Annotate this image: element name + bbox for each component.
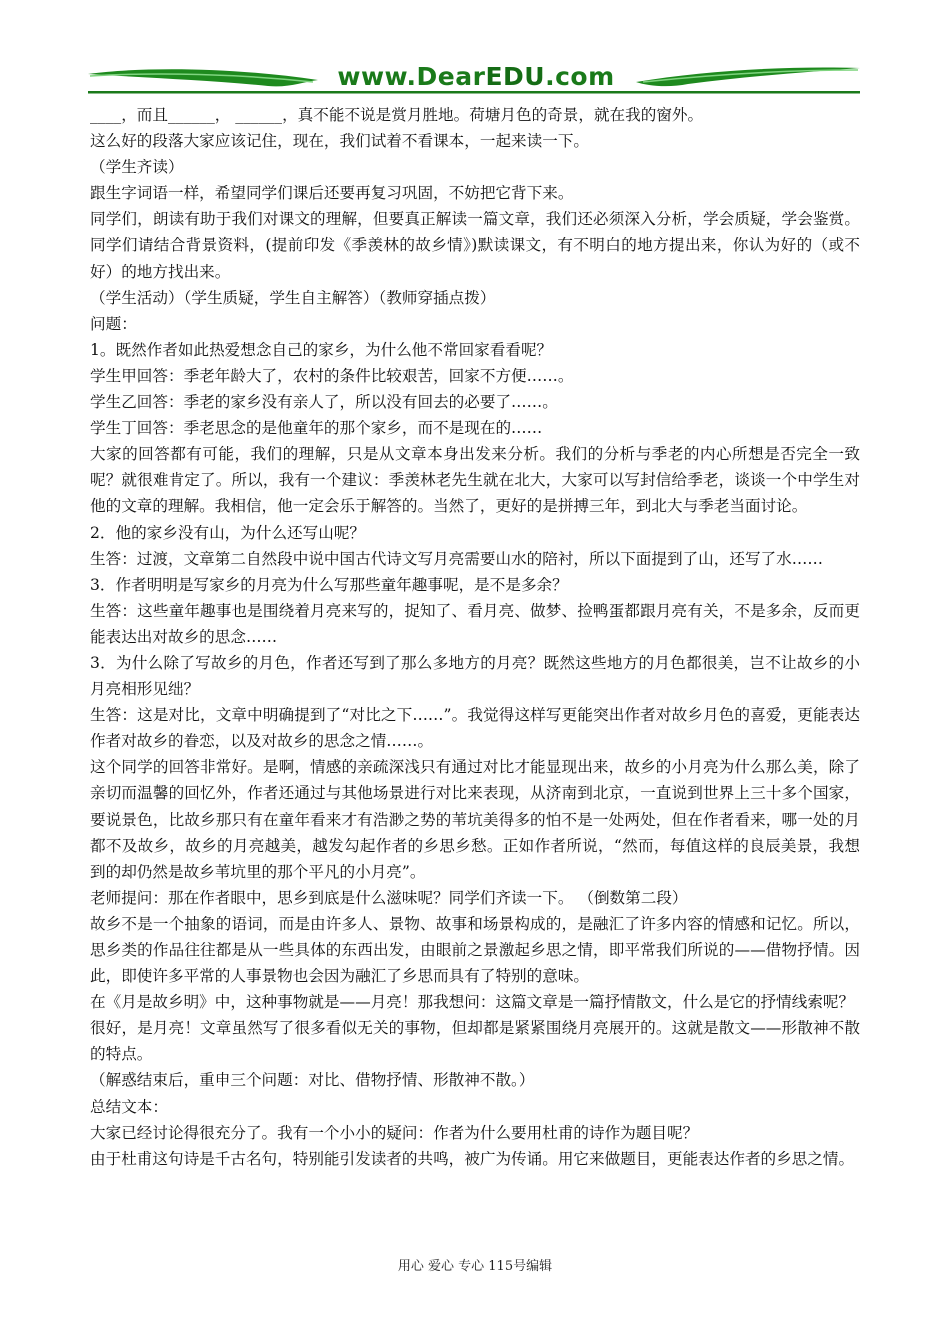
paragraph: 问题：	[90, 314, 137, 333]
paragraph: 故乡不是一个抽象的语词，而是由许多人、景物、故事和场景构成的，是融汇了许多内容的情感和记忆。所以，思乡类的作品往往都是从一些具体的东西出发，由眼前之景激起乡思之情，即平常我们所说的——借物抒情。因此，即使许多平常的人事景物也会因为融汇了乡思而具有了特别的意味。	[90, 914, 860, 986]
site-logo: www.DearEDU.com	[337, 62, 615, 91]
paragraph: （解惑结束后，重申三个问题：对比、借物抒情、形散神不散。）	[90, 1071, 535, 1090]
paragraph: 同学们，朗读有助于我们对课文的理解，但要真正解读一篇文章，我们还必须深入分析，学会质疑，学会鉴赏。同学们请结合背景资料，(提前印发《季羡林的故乡情》)默读课文，有不明白的地方提出来，你认为好的（或不好）的地方找出来。	[90, 210, 860, 281]
paragraph: 跟生字词语一样，希望同学们课后还要再复习巩固，不妨把它背下来。	[90, 184, 574, 203]
paragraph: 2．他的家乡没有山，为什么还写山呢？	[90, 523, 366, 542]
paragraph: 很好，是月亮！文章虽然写了很多看似无关的事物，但却都是紧紧围绕月亮展开的。这就是散文——形散神不散的特点。	[90, 1019, 860, 1064]
paragraph: 老师提问：那在作者眼中，思乡到底是什么滋味呢？同学们齐读一下。 （倒数第二段）	[90, 888, 688, 907]
paragraph: 总结文本：	[90, 1097, 168, 1116]
paragraph: （学生活动）（学生质疑，学生自主解答）（教师穿插点拨）	[90, 288, 496, 307]
paragraph: 生答：这是对比，文章中明确提到了“对比之下……”。我觉得这样写更能突出作者对故乡月色的喜爱，更能表达作者对故乡的眷恋，以及对故乡的思念之情……。	[90, 706, 860, 751]
paragraph: 生答：这些童年趣事也是围绕着月亮来写的，捉知了、看月亮、做梦、捡鸭蛋都跟月亮有关，不是多余，反而更能表达出对故乡的思念……	[90, 601, 860, 646]
paragraph: 这么好的段落大家应该记住，现在，我们试着不看课本，一起来读一下。	[90, 132, 590, 151]
paragraph: 3．作者明明是写家乡的月亮为什么写那些童年趣事呢，是不是多余？	[90, 575, 568, 594]
paragraph: ____，而且______， ______，真不能不说是赏月胜地。荷塘月色的奇景，就在我的窗外。	[90, 106, 704, 124]
paragraph: 在《月是故乡明》中，这种事物就是——月亮！那我想问：这篇文章是一篇抒情散文，什么是它的抒情线索呢？	[90, 993, 855, 1012]
paragraph: 生答：过渡，文章第二自然段中说中国古代诗文写月亮需要山水的陪衬，所以下面提到了山，还写了水……	[90, 549, 823, 568]
paragraph: 学生乙回答：季老的家乡没有亲人了，所以没有回去的必要了……。	[90, 393, 558, 412]
paragraph: 学生甲回答：季老年龄大了，农村的条件比较艰苦，回家不方便……。	[90, 366, 574, 385]
article-body	[90, 102, 860, 1172]
site-header	[88, 60, 860, 96]
paragraph: 学生丁回答：季老思念的是他童年的那个家乡，而不是现在的……	[90, 419, 543, 438]
paragraph: 由于杜甫这句诗是千古名句，特别能引发读者的共鸣，被广为传诵。用它来做题目，更能表达作者的乡思之情。	[90, 1149, 855, 1168]
paragraph: 这个同学的回答非常好。是啊，情感的亲疏深浅只有通过对比才能显现出来，故乡的小月亮为什么那么美，除了亲切而温馨的回忆外，作者还通过与其他场景进行对比来表现，从济南到北京，一直说到世界上三十多个国家，要说景色，比故乡那只有在童年看来才有浩渺之势的苇坑美得多的怕不是一处两处，但在作者看来，哪一处的月都不及故乡，故乡的月亮越美，越发勾起作者的乡思乡愁。正如作者所说，“然而，每值这样的良辰美景，我想到的却仍然是故乡苇坑里的那个平凡的小月亮”。	[90, 758, 860, 881]
paragraph: 1。既然作者如此热爱想念自己的家乡，为什么他不常回家看看呢？	[90, 340, 553, 359]
page-footer: 用心 爱心 专心 115号编辑	[397, 1259, 553, 1274]
paragraph: 大家已经讨论得很充分了。我有一个小小的疑问：作者为什么要用杜甫的诗作为题目呢？	[90, 1123, 699, 1142]
paragraph: 大家的回答都有可能，我们的理解，只是从文章本身出发来分析。我们的分析与季老的内心所想是否完全一致呢？就很难肯定了。所以，我有一个建议：季羡林老先生就在北大，大家可以写封信给季老，谈谈一个中学生对他的文章的理解。我相信，他一定会乐于解答的。当然了，更好的是拼搏三年，到北大与季老当面讨论。	[90, 445, 860, 516]
paragraph: （学生齐读）	[90, 158, 184, 177]
paragraph: 3．为什么除了写故乡的月色，作者还写到了那么多地方的月亮？既然这些地方的月色都很美，岂不让故乡的小月亮相形见绌？	[90, 653, 860, 699]
